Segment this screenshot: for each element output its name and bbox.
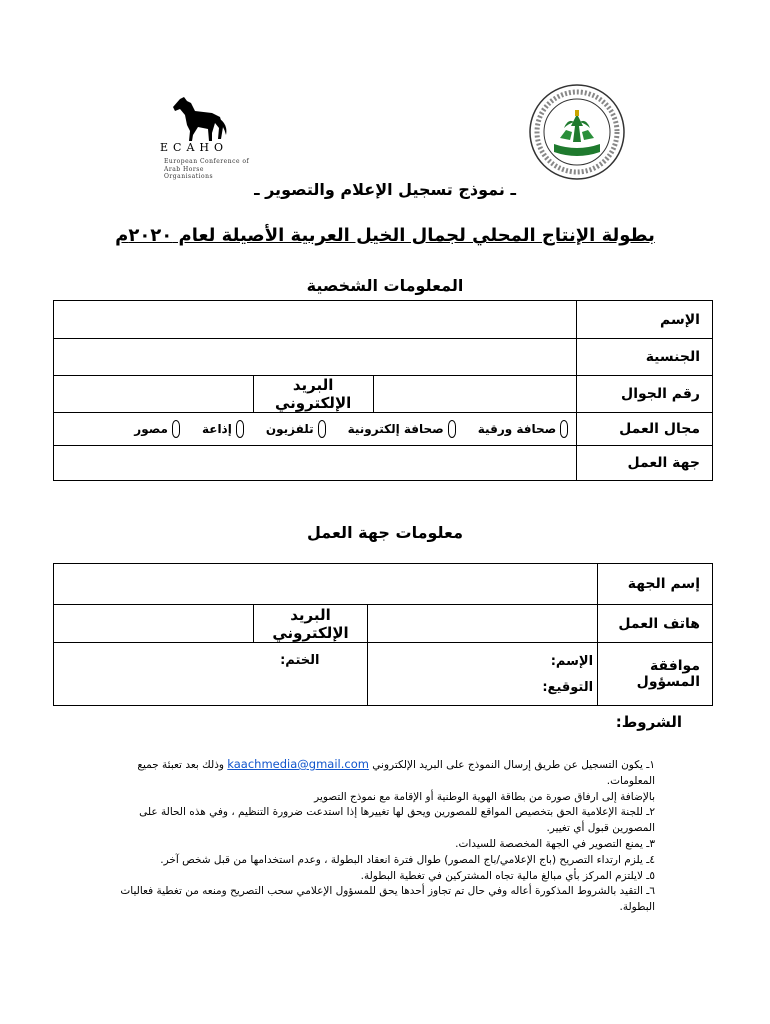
employer-field[interactable] bbox=[54, 446, 577, 481]
personal-info-heading: المعلومات الشخصية bbox=[306, 276, 464, 295]
work-email-field[interactable] bbox=[54, 605, 254, 643]
official-cell[interactable] bbox=[368, 643, 598, 706]
option-checkbox-icon[interactable] bbox=[172, 420, 180, 438]
form-title: ـ نموذج تسجيل الإعلام والتصوير ـ bbox=[254, 180, 516, 199]
approval-row bbox=[54, 643, 713, 706]
nationality-field[interactable] bbox=[54, 339, 577, 376]
ecaho-subtitle-line2: Arab Horse Organisations bbox=[164, 166, 214, 180]
horse-icon bbox=[160, 95, 230, 143]
emblem-icon bbox=[528, 82, 626, 182]
field-option-4[interactable] bbox=[134, 420, 180, 438]
stamp-label: الختم: bbox=[280, 653, 320, 668]
condition-item: ٤ـ يلزم ارتداء التصريح (باج الإعلامي/باج المصور) طوال فترة انعقاد البطولة ، وعدم استخدامها من قبل شخص آخر. bbox=[160, 853, 655, 866]
employer-label: جهة العمل bbox=[577, 446, 713, 481]
field-option-label: إذاعة bbox=[201, 422, 232, 436]
field-option-label: صحافة ورقية bbox=[477, 422, 557, 436]
field-option-1[interactable] bbox=[348, 420, 456, 438]
ecaho-subtitle-line1: European Conference of bbox=[164, 158, 250, 165]
employer-name-field[interactable] bbox=[54, 564, 598, 605]
name-field[interactable] bbox=[54, 301, 577, 339]
condition-item: ٥ـ لايلتزم المركز بأي مبالغ مالية تجاه المشتركين في تغطية البطولة. bbox=[360, 869, 655, 882]
stamp-cell[interactable] bbox=[54, 643, 368, 706]
field-option-label: تلفزيون bbox=[265, 422, 314, 436]
employer-name-row bbox=[54, 564, 713, 605]
employer-row bbox=[54, 446, 713, 481]
conditions-heading: الشروط: bbox=[615, 713, 682, 731]
employer-info-heading: معلومات جهة العمل bbox=[307, 523, 463, 542]
field-option-3[interactable] bbox=[202, 420, 244, 438]
name-label: الإسم bbox=[577, 301, 713, 339]
approval-label: موافقة المسؤول bbox=[598, 643, 713, 706]
official-name-label: الإسم: bbox=[550, 654, 594, 669]
option-checkbox-icon[interactable] bbox=[318, 420, 326, 438]
employer-name-label: إسم الجهة bbox=[598, 564, 713, 605]
work-phone-row bbox=[54, 605, 713, 643]
ecaho-logo bbox=[160, 95, 250, 180]
signature-label: التوقيع: bbox=[542, 680, 594, 695]
field-label: مجال العمل bbox=[577, 413, 713, 446]
ecaho-wordmark: ECAHO bbox=[160, 141, 229, 154]
email-link[interactable]: kaachmedia@gmail.com bbox=[227, 757, 369, 771]
club-emblem-logo bbox=[528, 82, 626, 182]
field-row bbox=[54, 413, 713, 446]
mobile-field[interactable] bbox=[373, 376, 577, 413]
work-phone-field[interactable] bbox=[368, 605, 598, 643]
condition-item: ٣ـ يمنع التصوير في الجهة المخصصة للسيدات. bbox=[455, 837, 655, 850]
condition-item: بالإضافة إلى ارفاق صورة من بطاقة الهوية الوطنية أو الإقامة مع نموذج التصوير bbox=[314, 790, 655, 803]
field-option-label: مصور bbox=[134, 422, 168, 436]
personal-email-label: البريد الإلكتروني bbox=[253, 376, 373, 413]
personal-email-field[interactable] bbox=[54, 376, 254, 413]
option-checkbox-icon[interactable] bbox=[560, 420, 568, 438]
field-option-2[interactable] bbox=[266, 420, 326, 438]
championship-title: بطولة الإنتاج المحلي لجمال الخيل العربية الأصيلة لعام ٢٠٢٠م bbox=[115, 225, 655, 246]
name-row bbox=[54, 301, 713, 339]
option-checkbox-icon[interactable] bbox=[448, 420, 456, 438]
field-options bbox=[54, 413, 577, 446]
mobile-row bbox=[54, 376, 713, 413]
condition-item: ٦ـ التقيد بالشروط المذكورة أعاله وفي حال تم تجاوز أحدها يحق للمسؤول الإعلامي سحب التصريح ومنعه من تغطية فعاليات البطولة. bbox=[120, 885, 655, 914]
work-email-label: البريد الإلكتروني bbox=[253, 605, 368, 643]
field-option-0[interactable] bbox=[478, 420, 568, 438]
nationality-row bbox=[54, 339, 713, 376]
work-phone-label: هاتف العمل bbox=[598, 605, 713, 643]
condition-item: ١ـ يكون التسجيل عن طريق إرسال النموذج على البريد الإلكتروني kaachmedia@gmail.com وذلك بعد تعبئة جميع المعلومات. bbox=[137, 757, 655, 787]
employer-info-table bbox=[53, 563, 713, 706]
condition-item: ٢ـ للجنة الإعلامية الحق بتخصيص المواقع للمصورين ويحق لها تغييرها إذا استدعت ضرورة التنظيم ، وفي هذه الحالة على المصورين قبول أي تغيير. bbox=[139, 806, 655, 835]
mobile-label: رقم الجوال bbox=[577, 376, 713, 413]
conditions-list bbox=[115, 757, 655, 916]
personal-info-table bbox=[53, 300, 713, 481]
field-option-label: صحافة إلكترونية bbox=[347, 422, 444, 436]
nationality-label: الجنسية bbox=[577, 339, 713, 376]
option-checkbox-icon[interactable] bbox=[236, 420, 244, 438]
